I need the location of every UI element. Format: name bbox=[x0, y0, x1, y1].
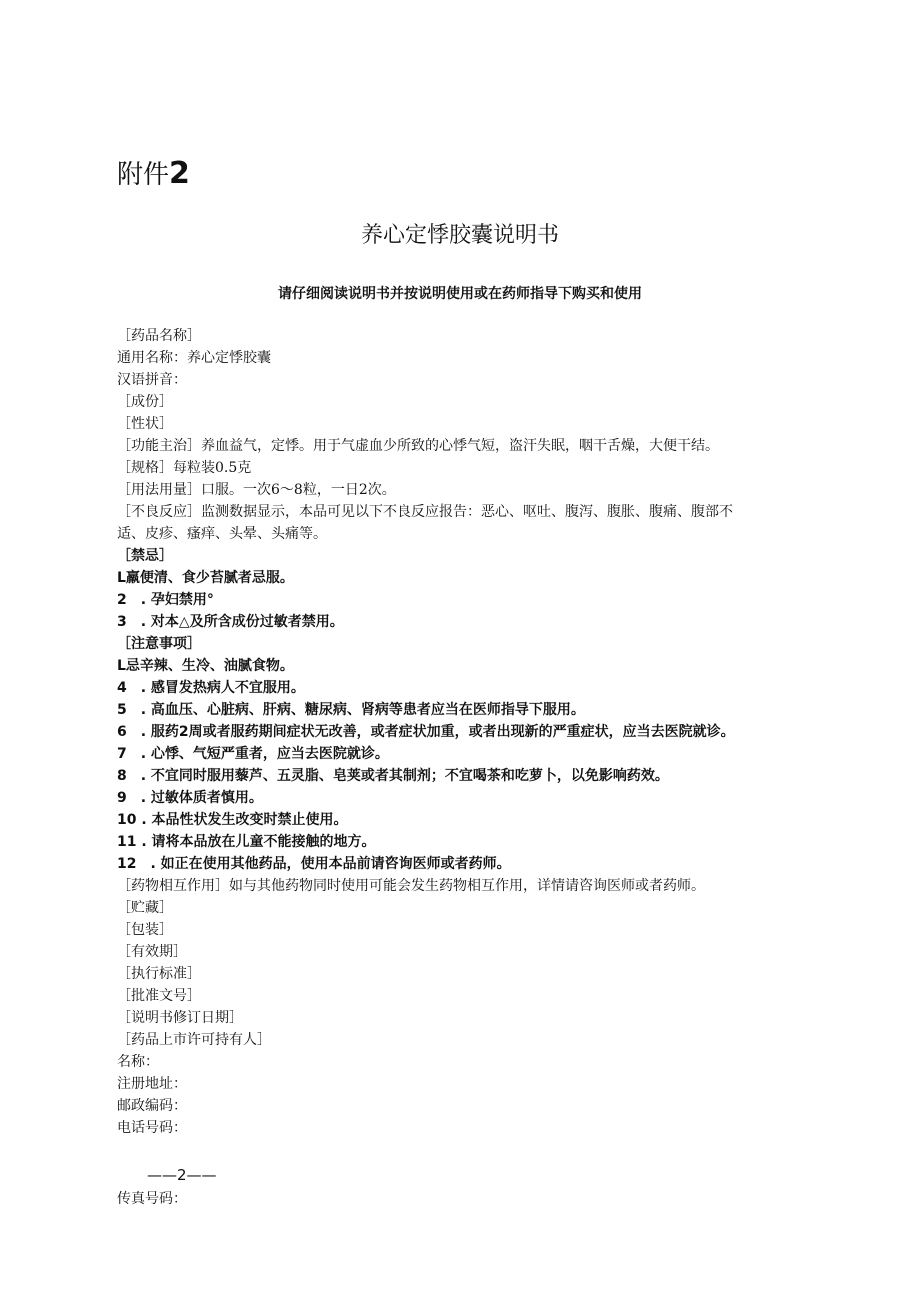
section-revision-date: ［说明书修订日期］ bbox=[117, 1010, 243, 1026]
precaution-item: 11 . 请将本品放在儿童不能接触的地方。 bbox=[117, 834, 376, 850]
holder-name: 名称： bbox=[117, 1054, 159, 1070]
section-drug-interactions: ［药物相互作用］如与其他药物同时使用可能会发生药物相互作用，详情请咨询医师或者药师。 bbox=[117, 878, 705, 894]
page-number: ——2—— bbox=[147, 1166, 217, 1184]
section-approval-number: ［批准文号］ bbox=[117, 988, 201, 1004]
section-validity: ［有效期］ bbox=[117, 944, 187, 960]
precaution-item: 6 . 服药2周或者服药期间症状无改善，或者症状加重，或者出现新的严重症状，应当去医院就诊。 bbox=[117, 724, 735, 740]
section-license-holder: ［药品上市许可持有人］ bbox=[117, 1032, 271, 1048]
precaution-item: 10 . 本品性状发生改变时禁止使用。 bbox=[117, 812, 348, 828]
precaution-item: 12 . 如正在使用其他药品，使用本品前请咨询医师或者药师。 bbox=[117, 856, 511, 872]
contraindication-item: 3 . 对本△及所含成份过敏者禁用。 bbox=[117, 614, 344, 630]
section-drug-name: ［药品名称］ bbox=[117, 328, 201, 344]
precaution-item: 4 . 感冒发热病人不宜服用。 bbox=[117, 680, 305, 696]
holder-fax: 传真号码： bbox=[117, 1191, 187, 1207]
holder-address: 注册地址： bbox=[117, 1076, 187, 1092]
pinyin-name: 汉语拼音： bbox=[117, 372, 187, 388]
attachment-number: 2 bbox=[169, 156, 190, 191]
section-package: ［包装］ bbox=[117, 922, 173, 938]
precaution-item: 5 . 高血压、心脏病、肝病、糖尿病、肾病等患者应当在医师指导下服用。 bbox=[117, 702, 585, 718]
section-indications: ［功能主治］养血益气，定悸。用于气虚血少所致的心悸气短，盗汗失眠，咽干舌燥，大便干结。 bbox=[117, 438, 719, 454]
section-ingredients: ［成份］ bbox=[117, 394, 173, 410]
section-dosage: ［用法用量］口服。一次6〜8粒，一日2次。 bbox=[117, 482, 396, 498]
section-character: ［性状］ bbox=[117, 416, 173, 432]
contraindication-item: 2 . 孕妇禁用° bbox=[117, 592, 214, 608]
attachment-label bbox=[117, 154, 190, 195]
precaution-item: 9 . 过敏体质者慎用。 bbox=[117, 790, 263, 806]
section-adverse-reactions: ［不良反应］监测数据显示，本品可见以下不良反应报告：恶心、呕吐、腹泻、腹胀、腹痛、腹部不 bbox=[117, 504, 733, 520]
precaution-item: 7 . 心悸、气短严重者，应当去医院就诊。 bbox=[117, 746, 389, 762]
holder-phone: 电话号码： bbox=[117, 1120, 187, 1136]
document-title: 养心定悸胶囊说明书 bbox=[360, 223, 559, 248]
section-standard: ［执行标准］ bbox=[117, 966, 201, 982]
section-specification: ［规格］每粒装0.5克 bbox=[117, 460, 252, 476]
section-storage: ［贮藏］ bbox=[117, 900, 173, 916]
contraindication-item: L羸便清、食少苔腻者忌服。 bbox=[117, 570, 294, 586]
precaution-item: L忌辛辣、生冷、油腻食物。 bbox=[117, 658, 294, 674]
holder-postcode: 邮政编码： bbox=[117, 1098, 187, 1114]
generic-name: 通用名称：养心定悸胶囊 bbox=[117, 350, 271, 366]
precaution-item: 8 . 不宜同时服用藜芦、五灵脂、皂荚或者其制剂；不宜喝茶和吃萝卜，以免影响药效。 bbox=[117, 768, 669, 784]
adverse-reactions-cont: 适、皮疹、瘙痒、头晕、头痛等。 bbox=[117, 526, 327, 542]
section-contraindications: ［禁忌］ bbox=[117, 548, 173, 564]
attachment-label-text: 附件 bbox=[117, 160, 170, 190]
reading-notice: 请仔细阅读说明书并按说明使用或在药师指导下购买和使用 bbox=[278, 286, 642, 302]
section-precautions: ［注意事项］ bbox=[117, 636, 201, 652]
